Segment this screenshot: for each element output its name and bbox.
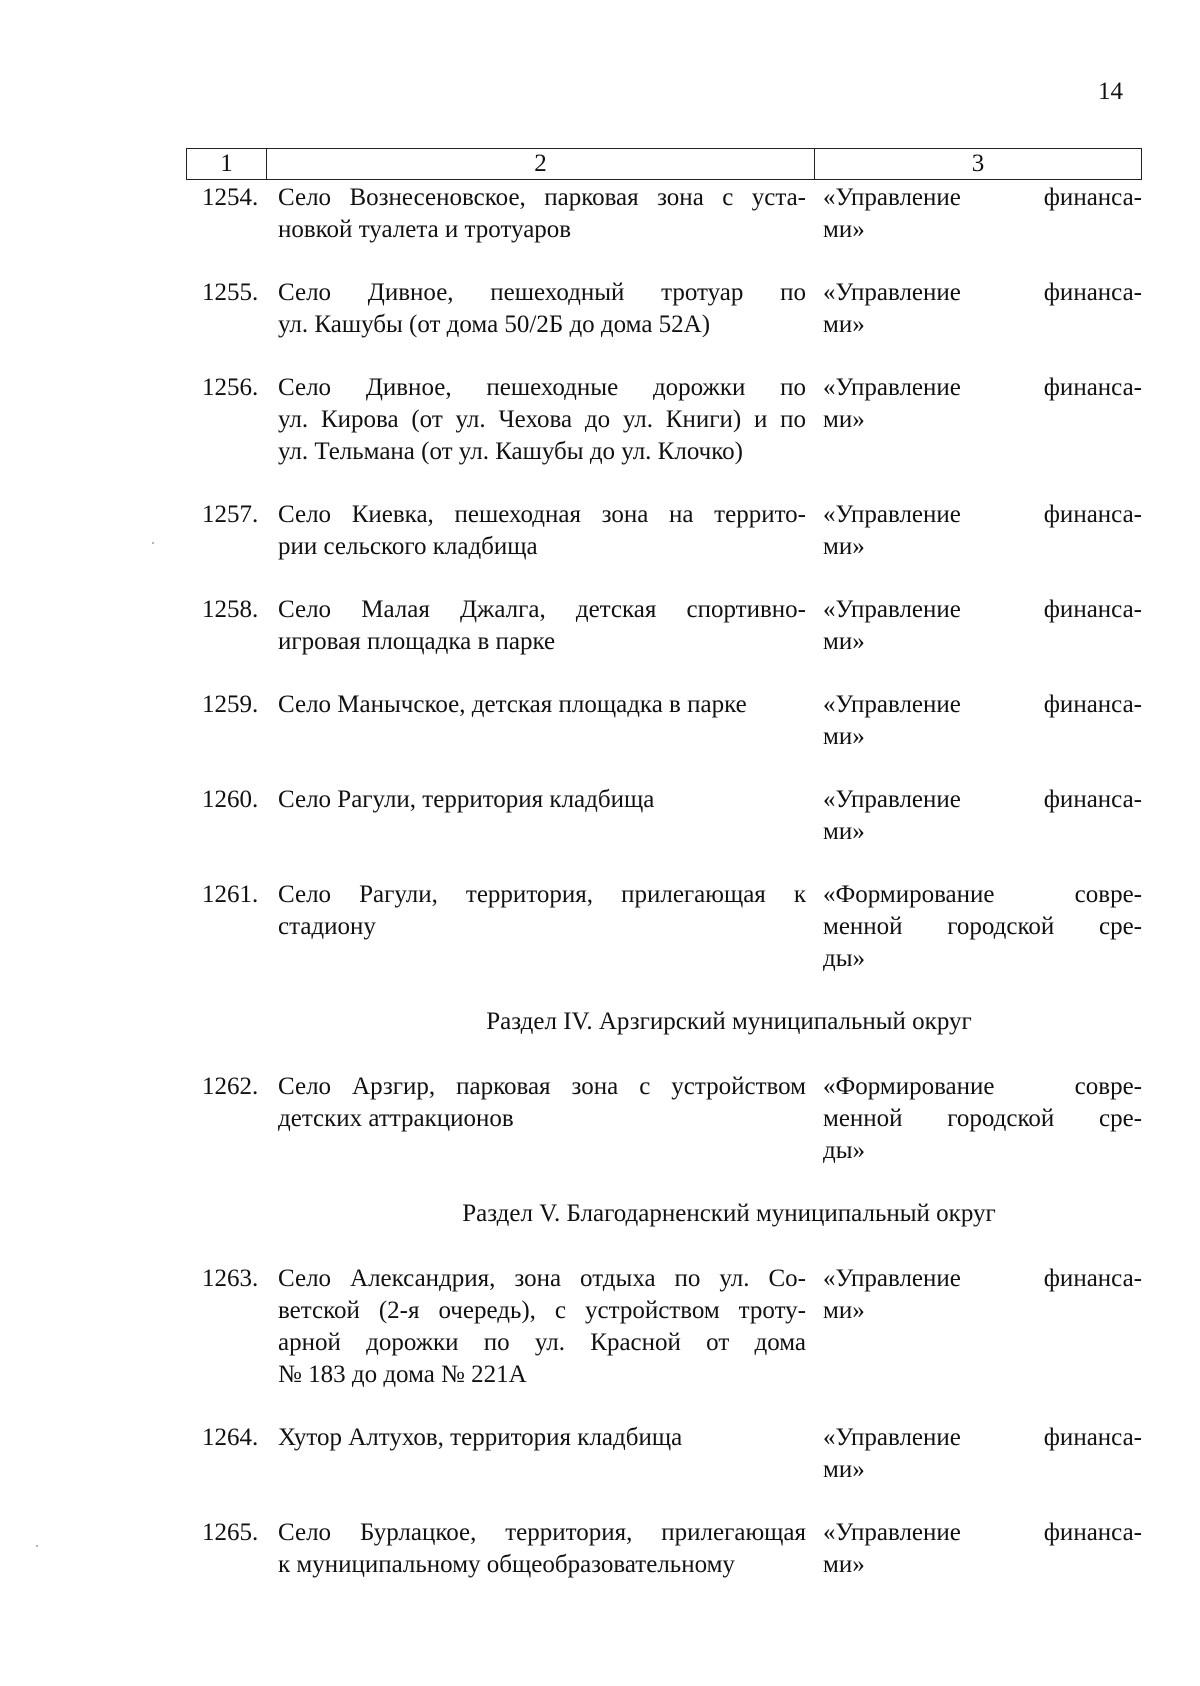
row-number: 1260. bbox=[202, 786, 259, 813]
description-line: ул. Кашубы (от дома 50/2Б до дома 52А) bbox=[278, 311, 711, 338]
description-line: ул. Кирова (от ул. Чехова до ул. Книги) и по bbox=[278, 406, 806, 433]
program-line: «Управление финанса- bbox=[823, 374, 1142, 401]
table-row bbox=[186, 277, 1142, 341]
program-line: ми» bbox=[823, 533, 865, 560]
program-line: «Формирование совре- bbox=[823, 881, 1142, 908]
description-line: стадиону bbox=[278, 913, 376, 940]
table-row bbox=[186, 1071, 1142, 1167]
row-description bbox=[266, 1517, 814, 1581]
program-line: ми» bbox=[823, 216, 865, 243]
row-program bbox=[814, 879, 1142, 975]
description-line: Село Александрия, зона отдыха по ул. Со- bbox=[278, 1265, 806, 1292]
row-description bbox=[266, 1422, 814, 1486]
description-line: ул. Тельмана (от ул. Кашубы до ул. Клочко) bbox=[278, 438, 743, 465]
row-description bbox=[266, 879, 814, 975]
row-program bbox=[814, 784, 1142, 848]
table-row bbox=[186, 879, 1142, 975]
description-line: Село Вознесеновское, парковая зона с уста- bbox=[278, 184, 806, 211]
row-number: 1259. bbox=[202, 691, 259, 718]
program-line: «Управление финанса- bbox=[823, 1424, 1142, 1451]
row-description bbox=[266, 784, 814, 848]
row-description bbox=[266, 372, 814, 468]
program-line: ды» bbox=[823, 945, 866, 972]
program-line: ми» bbox=[823, 1456, 865, 1483]
table-row bbox=[186, 1422, 1142, 1486]
program-line: «Управление финанса- bbox=[823, 596, 1142, 623]
program-line: ми» bbox=[823, 311, 865, 338]
row-number: 1254. bbox=[202, 184, 259, 211]
description-line: новкой туалета и тротуаров bbox=[278, 216, 572, 243]
section-iv-rows bbox=[186, 1071, 1142, 1167]
header-col-2: 2 bbox=[267, 149, 815, 179]
row-program bbox=[814, 1422, 1142, 1486]
description-line: Село Дивное, пешеходные дорожки по bbox=[278, 374, 806, 401]
description-line: Село Рагули, территория, прилегающая к bbox=[278, 881, 806, 908]
description-line: Село Манычское, детская площадка в парке bbox=[278, 691, 747, 718]
row-number: 1255. bbox=[202, 279, 259, 306]
table-row bbox=[186, 689, 1142, 753]
header-col-1: 1 bbox=[187, 149, 267, 179]
row-description bbox=[266, 277, 814, 341]
table-body bbox=[186, 182, 1142, 1612]
row-number: 1261. bbox=[202, 881, 259, 908]
row-program bbox=[814, 1071, 1142, 1167]
row-program bbox=[814, 182, 1142, 246]
description-line: Село Малая Джалга, детская спортивно- bbox=[278, 596, 806, 623]
program-line: менной городской сре- bbox=[823, 1105, 1142, 1132]
row-number: 1256. bbox=[202, 374, 259, 401]
row-program bbox=[814, 372, 1142, 468]
description-line: № 183 до дома № 221А bbox=[278, 1361, 527, 1388]
description-line: Село Бурлацкое, территория, прилегающая bbox=[278, 1519, 806, 1546]
row-number: 1262. bbox=[202, 1073, 259, 1100]
program-line: «Управление финанса- bbox=[823, 691, 1142, 718]
row-description bbox=[266, 1263, 814, 1391]
header-col-3: 3 bbox=[971, 150, 985, 177]
description-line: к муниципальному общеобразовательному bbox=[278, 1551, 735, 1578]
page-number: 14 bbox=[1098, 78, 1123, 105]
description-line: Село Рагули, территория кладбища bbox=[278, 786, 655, 813]
table-row bbox=[186, 784, 1142, 848]
section-v-rows bbox=[186, 1263, 1142, 1581]
table-row bbox=[186, 372, 1142, 468]
row-program bbox=[814, 1263, 1142, 1391]
table-row bbox=[186, 594, 1142, 658]
row-program bbox=[814, 499, 1142, 563]
table-row bbox=[186, 182, 1142, 246]
program-line: «Управление финанса- bbox=[823, 184, 1142, 211]
description-line: Село Арзгир, парковая зона с устройством bbox=[278, 1073, 806, 1100]
program-line: «Управление финанса- bbox=[823, 501, 1142, 528]
description-line: арной дорожки по ул. Красной от дома bbox=[278, 1329, 806, 1356]
program-line: ми» bbox=[823, 723, 865, 750]
row-number: 1263. bbox=[202, 1265, 259, 1292]
table-row bbox=[186, 1517, 1142, 1581]
description-line: Село Киевка, пешеходная зона на террито- bbox=[278, 501, 806, 528]
section-title-iv: Раздел IV. Арзгирский муниципальный округ bbox=[486, 1008, 972, 1035]
row-description bbox=[266, 594, 814, 658]
program-line: ми» bbox=[823, 406, 865, 433]
section-title-v: Раздел V. Благодарненский муниципальный округ bbox=[462, 1200, 996, 1227]
description-line: детских аттракционов bbox=[278, 1105, 514, 1132]
program-line: ми» bbox=[823, 628, 865, 655]
program-line: «Управление финанса- bbox=[823, 1265, 1142, 1292]
program-line: ды» bbox=[823, 1137, 866, 1164]
table-header bbox=[186, 148, 1142, 180]
description-line: Хутор Алтухов, территория кладбища bbox=[278, 1424, 683, 1451]
description-line: ветской (2-я очередь), с устройством троту- bbox=[278, 1297, 806, 1324]
program-line: «Управление финанса- bbox=[823, 786, 1142, 813]
row-description bbox=[266, 689, 814, 753]
row-program bbox=[814, 1517, 1142, 1581]
row-number: 1264. bbox=[202, 1424, 259, 1451]
row-description bbox=[266, 1071, 814, 1167]
row-program bbox=[814, 689, 1142, 753]
row-description bbox=[266, 182, 814, 246]
scan-speck bbox=[36, 1545, 38, 1547]
table-row bbox=[186, 499, 1142, 563]
program-line: ми» bbox=[823, 1551, 865, 1578]
description-line: Село Дивное, пешеходный тротуар по bbox=[278, 279, 806, 306]
description-line: рии сельского кладбища bbox=[278, 533, 538, 560]
row-number: 1258. bbox=[202, 596, 259, 623]
row-number: 1257. bbox=[202, 501, 259, 528]
program-line: менной городской сре- bbox=[823, 913, 1142, 940]
program-line: «Формирование совре- bbox=[823, 1073, 1142, 1100]
row-description bbox=[266, 499, 814, 563]
row-number: 1265. bbox=[202, 1519, 259, 1546]
section-rows bbox=[186, 182, 1142, 975]
scan-speck bbox=[152, 542, 154, 544]
table-row bbox=[186, 1263, 1142, 1391]
program-line: «Управление финанса- bbox=[823, 1519, 1142, 1546]
program-line: ми» bbox=[823, 1297, 865, 1324]
row-program bbox=[814, 277, 1142, 341]
row-program bbox=[814, 594, 1142, 658]
description-line: игровая площадка в парке bbox=[278, 628, 556, 655]
program-line: «Управление финанса- bbox=[823, 279, 1142, 306]
program-line: ми» bbox=[823, 818, 865, 845]
